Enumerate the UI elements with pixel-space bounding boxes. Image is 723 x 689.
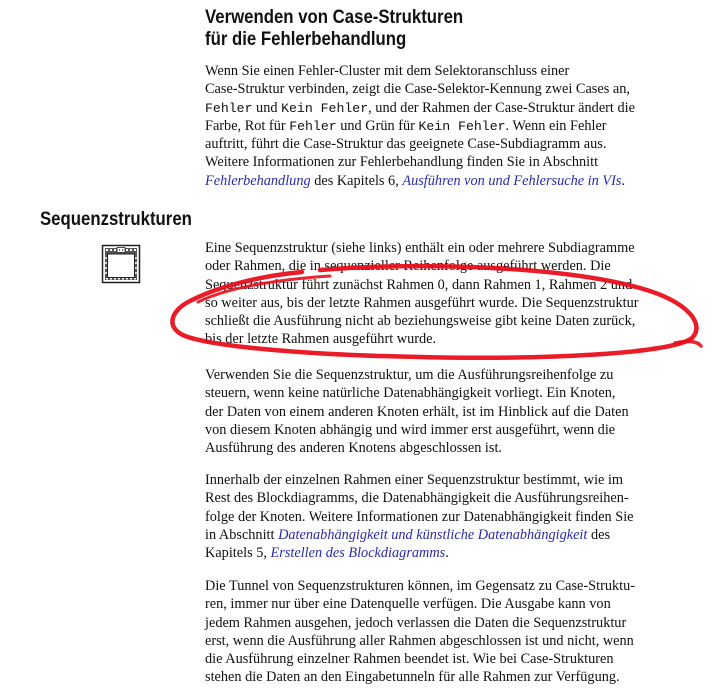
text-line: Ausführung des anderen Knotens abgeschlossen ist. (205, 440, 502, 457)
text-line (205, 544, 634, 562)
text-span: . Wenn ein Fehler (505, 117, 607, 134)
text-line: Verwenden Sie die Sequenzstruktur, um die Ausführungsreihenfolge zu (205, 367, 614, 383)
text-span: in Abschnitt (205, 526, 279, 543)
link-ausfuehren-fehlersuche[interactable]: Ausführen von und Fehlersuche in VIs (402, 172, 622, 189)
text-line: Die Tunnel von Sequenzstrukturen können, im Gegensatz zu Case-Struktu- (205, 578, 636, 594)
data-dependency-paragraph (205, 471, 634, 562)
title-line-1: Verwenden von Case-Strukturen (205, 6, 464, 28)
text-line (205, 117, 635, 135)
link-erstellen-blockdiagramm[interactable]: Erstellen des Blockdiagramms (270, 545, 446, 562)
text-line: folge der Knoten. Weitere Informationen zur Datenabhängigkeit finden Sie (205, 508, 634, 525)
text-span: Kapitels 5, (205, 545, 271, 562)
text-line: Weitere Informationen zur Fehlerbehandlung finden Sie in Abschnitt (205, 154, 599, 171)
text-line (205, 99, 635, 117)
text-line: bis der letzte Rahmen ausgeführt wurde. (205, 331, 437, 348)
sequence-order-paragraph (205, 366, 629, 457)
title-line-2: für die Fehlerbehandlung (205, 28, 407, 50)
link-fehlerbehandlung[interactable]: Fehlerbehandlung (205, 172, 311, 189)
text-line (205, 526, 634, 544)
text-span: . (621, 172, 625, 189)
section-title-sequenzstrukturen: Sequenzstrukturen (40, 208, 192, 230)
text-line: ren, immer nur über eine Datenquelle verfügen. Die Ausgabe kann von (205, 596, 611, 613)
text-line (205, 172, 635, 190)
text-line: steuern, wenn keine natürliche Datenabhängigkeit vorliegt. Ein Knoten, (205, 385, 616, 402)
text-line: von diesem Knoten abhängig und wird immer erst ausgeführt, wenn die (205, 421, 616, 438)
text-line: der Daten von einem anderen Knoten erhält, ist im Hinblick auf die Daten (205, 403, 629, 420)
text-span: und Grün für (336, 117, 419, 134)
section-title-case-error-handling (205, 6, 463, 50)
text-span: des (587, 526, 611, 543)
text-line: oder Rahmen, die in sequenzieller Reihenfolge ausgeführt werden. Die (205, 258, 611, 275)
text-line: Rest des Blockdiagramms, die Datenabhängigkeit die Ausführungsreihen- (205, 490, 629, 507)
text-line: so weiter aus, bis der letzte Rahmen ausgeführt wurde. Die Sequenzstruktur (205, 294, 639, 311)
case-error-paragraph (205, 62, 635, 190)
text-line: schließt die Ausführung nicht ab beziehungsweise gibt keine Daten zurück, (205, 313, 636, 330)
text-line: stehen die Daten an den Eingabetunneln für alle Rahmen zur Verfügung. (205, 669, 620, 686)
code-term: Fehler (205, 100, 253, 116)
text-line: Innerhalb der einzelnen Rahmen einer Sequenzstruktur bestimmt, wie im (205, 472, 624, 488)
sequence-intro-paragraph (205, 239, 639, 349)
sequence-structure-icon (101, 244, 141, 284)
text-line: Eine Sequenzstruktur (siehe links) enthält ein oder mehrere Subdiagramme (205, 240, 635, 256)
text-line: auftritt, führt die Case-Struktur das geeignete Case-Subdiagramm aus. (205, 136, 607, 153)
text-line: Wenn Sie einen Fehler-Cluster mit dem Selektoranschluss einer (205, 63, 570, 79)
text-line: die Ausführung einzelner Rahmen beendet ist. Wie bei Case-Strukturen (205, 651, 614, 668)
code-term: Fehler (289, 118, 337, 134)
text-span: und (252, 99, 282, 116)
text-line: Sequenzstruktur führt zunächst Rahmen 0, dann Rahmen 1, Rahmen 2 und (205, 276, 633, 293)
text-span: des Kapitels 6, (310, 172, 403, 189)
text-line: jedem Rahmen ausgehen, jedoch verlassen die Daten die Sequenzstruktur (205, 614, 627, 631)
tunnel-paragraph (205, 577, 635, 687)
text-line: Case-Struktur verbinden, zeigt die Case-Selektor-Kennung zwei Cases an, (205, 81, 630, 98)
text-span: Farbe, Rot für (205, 117, 290, 134)
code-term: Kein Fehler (418, 118, 506, 134)
text-line: erst, wenn die Ausführung aller Rahmen abgeschlossen ist und nicht, wenn (205, 632, 634, 649)
code-term: Kein Fehler (281, 100, 369, 116)
text-span: , und der Rahmen der Case-Struktur ändert die (368, 99, 635, 116)
link-datenabhaengigkeit[interactable]: Datenabhängigkeit und künstliche Datenabhängigkeit (278, 526, 588, 543)
text-span: . (445, 545, 449, 562)
